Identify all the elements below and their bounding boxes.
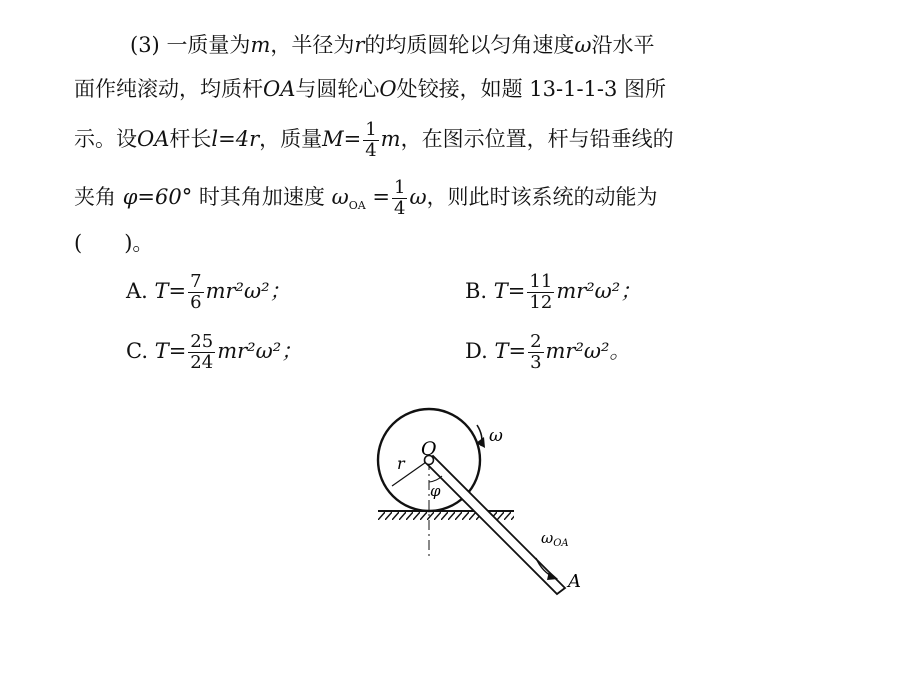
label-phi: φ bbox=[430, 482, 441, 500]
label-omega: ω bbox=[489, 426, 503, 446]
option-b-fraction: $\frac{11}{12}$ bbox=[529, 271, 553, 313]
option-a[interactable]: A. T= $\frac{7}{6}$ mr²ω²； bbox=[126, 271, 291, 313]
label-r: r bbox=[397, 454, 405, 473]
option-d[interactable]: D. T= $\frac{2}{3}$ mr²ω²。 bbox=[465, 331, 631, 373]
label-a: A bbox=[568, 571, 581, 592]
problem-line-1: (3) 一质量为m，半径为r的均质圆轮以匀角速度ω沿水平 bbox=[130, 33, 655, 57]
option-d-fraction: $\frac{2}{3}$ bbox=[530, 331, 542, 373]
option-a-fraction: $\frac{7}{6}$ bbox=[190, 271, 202, 313]
option-c[interactable]: C. T= $\frac{25}{24}$ mr²ω²； bbox=[126, 331, 303, 373]
problem-line-4: 夹角 φ=60° 时其角加速度 $\omega_{OA}$ = $\frac{1}{4}$ ω，则此时该系统的动能为 bbox=[74, 177, 658, 219]
fraction-alpha: $\frac{1}{4}$ bbox=[393, 177, 406, 219]
option-b[interactable]: B. T= $\frac{11}{12}$ mr²ω²； bbox=[465, 271, 642, 313]
label-omega-oa: $\omega_{OA}$ bbox=[541, 529, 569, 549]
answer-blank: ( )。 bbox=[74, 231, 154, 255]
problem-line-3: 示。设OA杆长l=4r，质量M= $\frac{1}{4}$ m，在图示位置，杆与铅垂线的 bbox=[74, 119, 674, 161]
label-o: O bbox=[421, 438, 437, 460]
rod-oa bbox=[425, 456, 565, 594]
option-c-fraction: $\frac{25}{24}$ bbox=[190, 331, 214, 373]
problem-number: (3) bbox=[130, 33, 160, 57]
fraction-mass: $\frac{1}{4}$ bbox=[365, 119, 377, 161]
problem-line-2: 面作纯滚动，均质杆OA与圆轮心O处铰接，如题 13-1-1-3 图所 bbox=[74, 77, 667, 101]
